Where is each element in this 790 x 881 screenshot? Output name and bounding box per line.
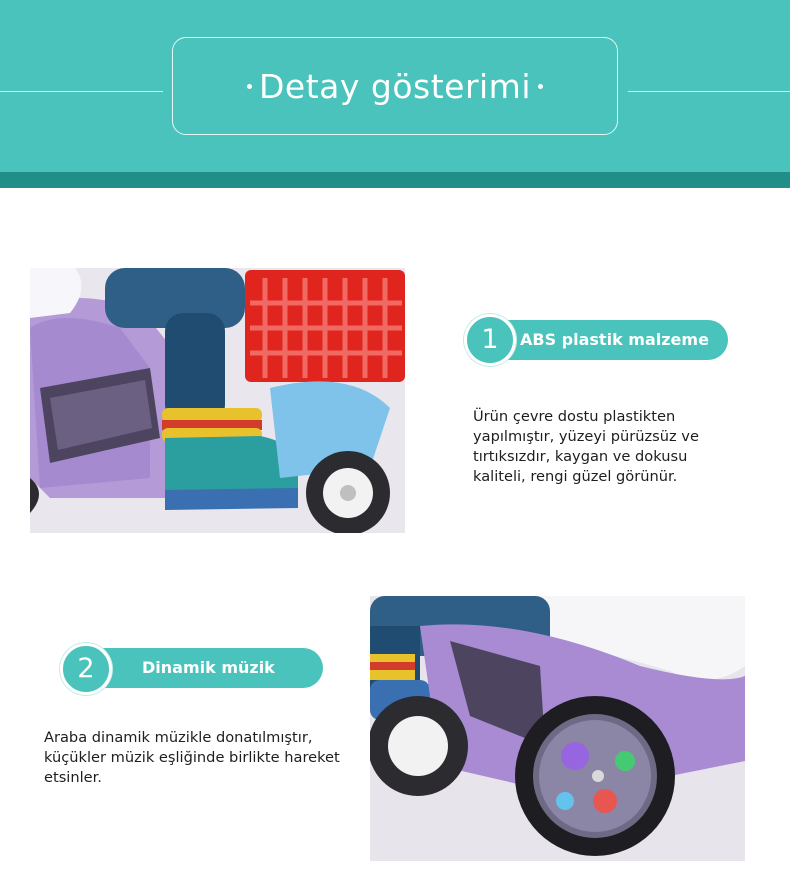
feature-1-description: Ürün çevre dostu plastikten yapılmıştır, yüzeyi pürüzsüz ve tırtıksızdır, kaygan ve dokusu kaliteli, rengi güzel görünür. <box>473 408 699 485</box>
product-photo-light-wheel <box>370 596 745 861</box>
header-left-line <box>0 91 163 92</box>
header-band <box>0 172 790 188</box>
feature-2-title: Dinamik müzik <box>142 658 275 677</box>
header-banner <box>0 0 790 172</box>
product-photo-basket-detail <box>30 268 405 533</box>
feature-2-label-pill <box>82 648 323 688</box>
header-right-line <box>628 91 790 92</box>
feature-2-number-badge: 2 <box>60 643 112 695</box>
title-right-dot <box>538 84 543 89</box>
page-title: Detay gösterimi <box>258 66 531 106</box>
feature-1-title: ABS plastik malzeme <box>520 330 709 349</box>
feature-2-description: Araba dinamik müzikle donatılmıştır, küçükler müzik eşliğinde birlikte hareket etsinler. <box>44 729 340 786</box>
title-left-dot <box>247 84 252 89</box>
feature-1-number-badge: 1 <box>464 314 516 366</box>
header-title-frame <box>172 37 618 135</box>
feature-1-label-pill <box>483 320 728 360</box>
